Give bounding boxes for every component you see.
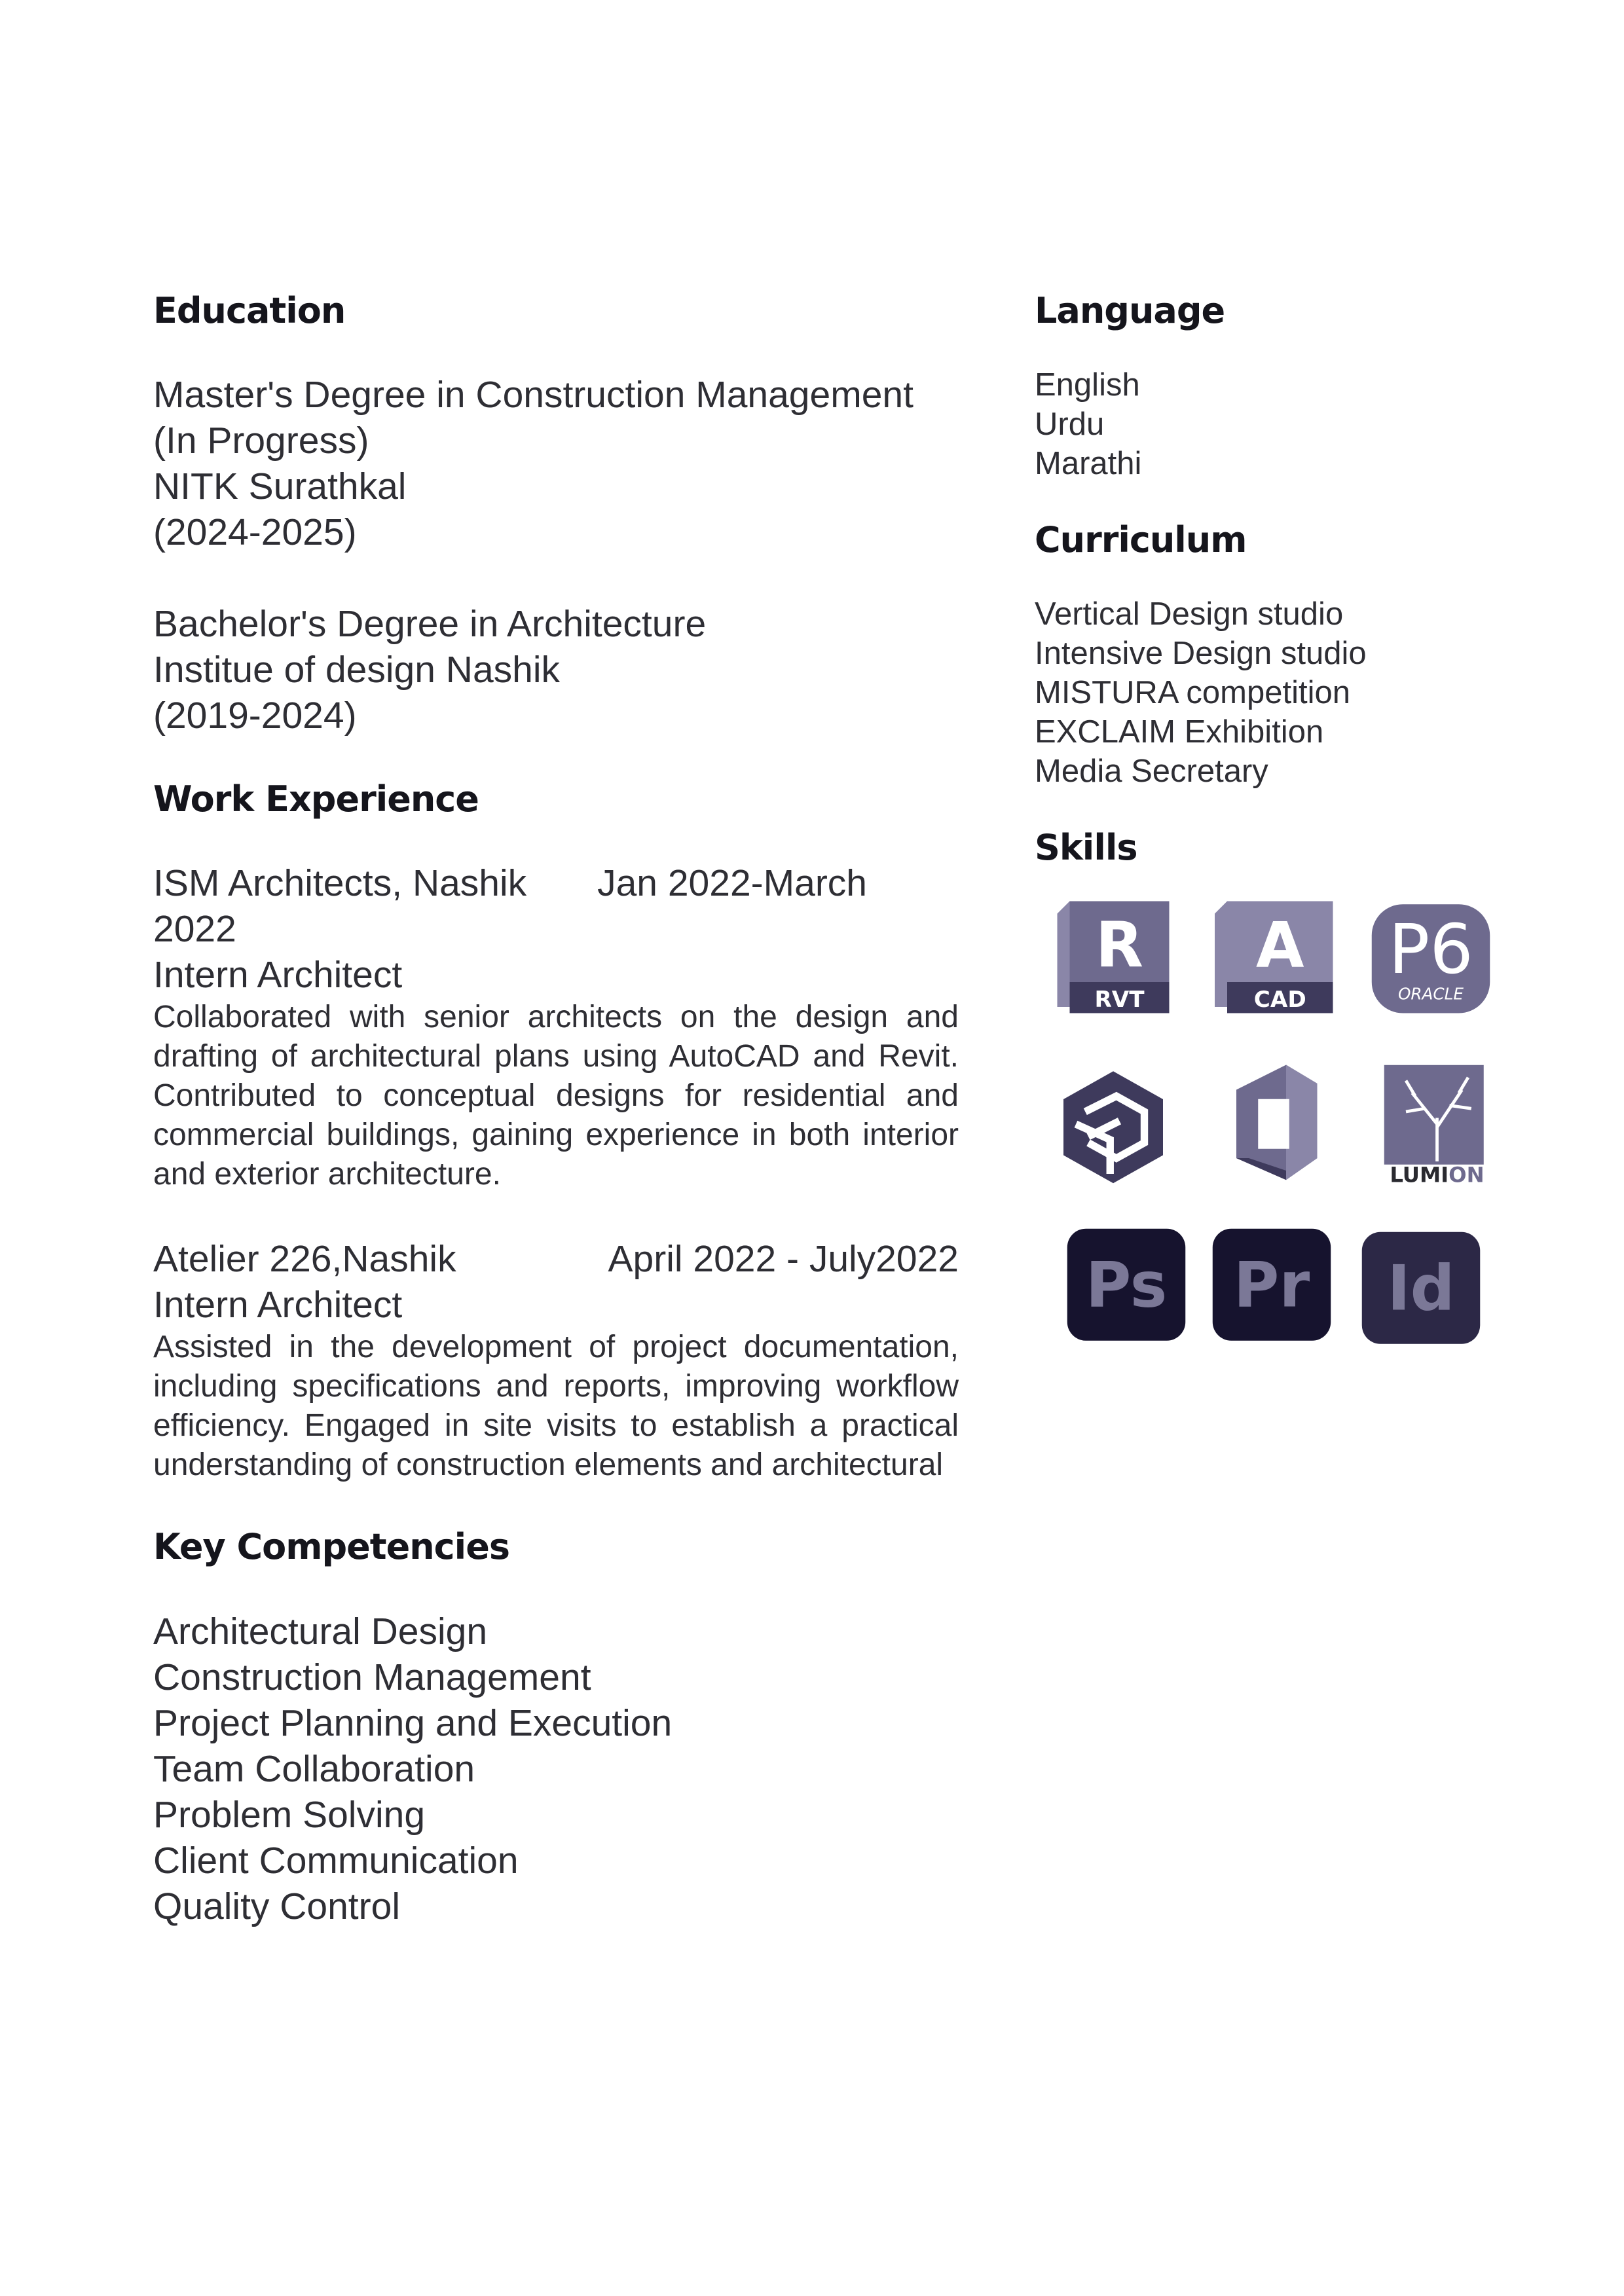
- job-dates-continued: 2022: [153, 908, 236, 951]
- lumion-caption-a: LUMI: [1390, 1161, 1449, 1186]
- p6-caption: ORACLE: [1397, 984, 1464, 1004]
- revit-caption: RVT: [1094, 986, 1145, 1013]
- language-item: Urdu: [1035, 407, 1105, 443]
- indesign-icon: [1356, 1229, 1486, 1353]
- degree-years: (2024-2025): [153, 511, 357, 554]
- degree-years: (2019-2024): [153, 695, 357, 737]
- curriculum-item: Media Secretary: [1035, 754, 1268, 790]
- curriculum-item: MISTURA competition: [1035, 675, 1350, 711]
- job-description: Collaborated with senior architects on the design and drafting of architectural plans using AutoCAD and Revit. Contributed to conceptual designs for residential and commercial buildings, gaining experience in both interior and exterior architecture.: [153, 1000, 959, 1192]
- p6-letter: P6: [1388, 909, 1473, 989]
- degree-title: Bachelor's Degree in Architecture: [153, 603, 707, 646]
- lumion-icon: [1365, 1062, 1496, 1186]
- right-column: [1035, 288, 1532, 1393]
- language-item: English: [1035, 367, 1140, 403]
- competency-item: Quality Control: [153, 1885, 400, 1927]
- competencies-list: [153, 1609, 959, 1929]
- revit-letter: R: [1095, 909, 1144, 981]
- left-column: [153, 288, 959, 1929]
- competency-item: Problem Solving: [153, 1793, 426, 1836]
- skills-heading: Skills: [1035, 827, 1137, 869]
- autocad-caption: CAD: [1253, 986, 1306, 1013]
- autocad-icon: [1211, 895, 1342, 1019]
- job-ism: [153, 860, 959, 1194]
- curriculum-heading: Curriculum: [1035, 519, 1247, 561]
- education-masters: [153, 372, 959, 555]
- job-role: Intern Architect: [153, 954, 403, 996]
- language-list: [1035, 365, 1532, 483]
- competency-item: Project Planning and Execution: [153, 1702, 673, 1744]
- degree-status: (In Progress): [153, 420, 369, 462]
- competency-item: Team Collaboration: [153, 1747, 475, 1790]
- degree-title: Master's Degree in Construction Management: [153, 374, 913, 416]
- degree-school: Institue of design Nashik: [153, 649, 561, 691]
- job-description: Assisted in the development of project documentation, including specifications and reports, improving workflow efficiency. Engaged in site visits to establish a practical understanding of construction elements and architectural: [153, 1330, 959, 1483]
- skills-grid: [1035, 895, 1532, 1393]
- job-atelier: [153, 1236, 959, 1485]
- job-company: ISM Architects, Nashik: [153, 862, 527, 905]
- lumion-caption-b: ON: [1449, 1161, 1485, 1186]
- curriculum-item: Intensive Design studio: [1035, 636, 1367, 672]
- photoshop-icon: [1061, 1226, 1192, 1350]
- photoshop-letter: Ps: [1085, 1249, 1168, 1322]
- work-experience-heading: Work Experience: [153, 778, 479, 820]
- key-competencies-heading: Key Competencies: [153, 1526, 509, 1568]
- job-role: Intern Architect: [153, 1284, 403, 1326]
- competency-item: Client Communication: [153, 1839, 519, 1882]
- education-heading: Education: [153, 290, 346, 331]
- revit-icon: [1048, 895, 1179, 1019]
- curriculum-list: [1035, 594, 1532, 791]
- svg-text:LUMION: [1390, 1162, 1484, 1186]
- competency-item: Construction Management: [153, 1656, 591, 1698]
- premiere-icon: [1206, 1226, 1337, 1350]
- language-item: Marathi: [1035, 446, 1142, 482]
- autocad-letter: A: [1255, 909, 1304, 981]
- sketchup-icon: [1048, 1062, 1179, 1186]
- primavera-p6-icon: [1365, 895, 1496, 1019]
- job-dates: Jan 2022-March: [597, 862, 867, 905]
- language-heading: Language: [1035, 290, 1225, 331]
- curriculum-item: Vertical Design studio: [1035, 596, 1344, 632]
- curriculum-item: EXCLAIM Exhibition: [1035, 714, 1324, 750]
- degree-school: NITK Surathkal: [153, 465, 407, 508]
- job-dates: April 2022 - July2022: [608, 1238, 959, 1281]
- competency-item: Architectural Design: [153, 1610, 488, 1652]
- office-icon: [1208, 1059, 1339, 1183]
- premiere-letter: Pr: [1233, 1249, 1310, 1322]
- job-company: Atelier 226,Nashik: [153, 1238, 456, 1281]
- indesign-letter: Id: [1387, 1252, 1455, 1325]
- education-bachelors: [153, 601, 959, 738]
